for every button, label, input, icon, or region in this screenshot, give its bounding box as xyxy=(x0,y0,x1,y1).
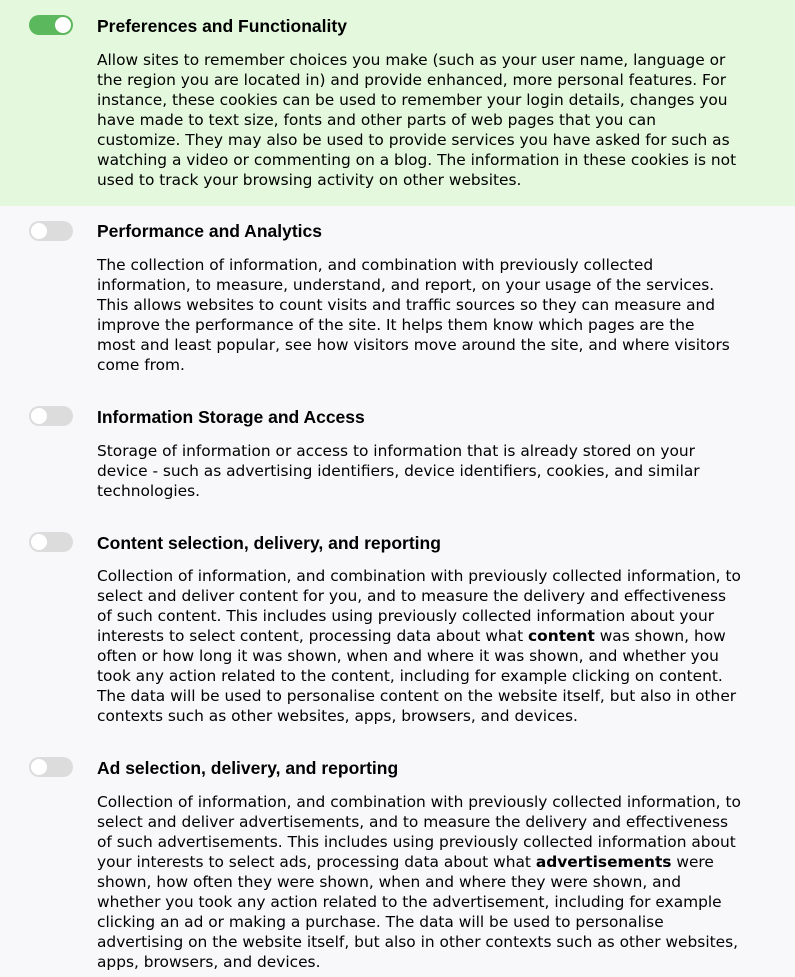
description-line: come from. xyxy=(97,356,185,374)
consent-section-ads xyxy=(0,744,795,977)
description-line xyxy=(97,852,771,872)
toggle-knob xyxy=(31,534,47,550)
description-line: the region you are located in) and provide enhanced, more personal features. For xyxy=(97,71,727,89)
storage-toggle[interactable] xyxy=(29,406,73,426)
description-line: shown, how often they were shown, when and where they were shown, and xyxy=(97,873,682,891)
description-line: Collection of information, and combination with previously collected information, to xyxy=(97,793,741,811)
description-line: Collection of information, and combination with previously collected information, to xyxy=(97,567,741,585)
section-title: Content selection, delivery, and reporting xyxy=(97,533,441,553)
section-description xyxy=(97,441,771,501)
description-line: often or how long it was shown, when and where it was shown, and whether you xyxy=(97,647,719,665)
description-line: of such advertisements. This includes using previously collected information about xyxy=(97,833,736,851)
section-title: Information Storage and Access xyxy=(97,407,365,427)
section-description xyxy=(97,255,771,375)
toggle-knob xyxy=(31,759,47,775)
description-line: contexts such as other websites, apps, browsers, and devices. xyxy=(97,707,578,725)
section-description xyxy=(97,566,771,726)
description-line: whether you took any action related to the advertisement, including for example xyxy=(97,893,722,911)
description-text: interests to select content, processing data about what xyxy=(97,627,524,645)
description-line: used to track your browsing activity on other websites. xyxy=(97,171,522,189)
description-line: This allows websites to count visits and traffic sources so they can measure and xyxy=(97,296,716,314)
description-line: most and least popular, see how visitors move around the site, and where visitors xyxy=(97,336,730,354)
description-line: instance, these cookies can be used to remember your login details, changes you xyxy=(97,91,728,109)
description-line: The collection of information, and combination with previously collected xyxy=(97,256,654,274)
description-text: was shown, how xyxy=(594,627,726,645)
toggle-knob xyxy=(55,17,71,33)
description-line: have made to text size, fonts and other parts of web pages that you can xyxy=(97,111,656,129)
description-line: apps, browsers, and devices. xyxy=(97,953,321,971)
content-toggle[interactable] xyxy=(29,532,73,552)
description-line: customize. They may also be used to provide services you have asked for such as xyxy=(97,131,730,149)
description-line: information, to measure, understand, and report, on your usage of the services. xyxy=(97,276,715,294)
consent-section-preferences xyxy=(0,0,795,206)
emphasis-advertisements: advertisements xyxy=(535,853,672,871)
description-line: device - such as advertising identifiers, device identifiers, cookies, and similar xyxy=(97,462,700,480)
emphasis-content: content xyxy=(528,627,595,645)
section-title: Performance and Analytics xyxy=(97,221,322,241)
description-line: watching a video or commenting on a blog. The information in these cookies is not xyxy=(97,151,737,169)
performance-toggle[interactable] xyxy=(29,221,73,241)
consent-section-storage xyxy=(0,392,795,518)
section-description xyxy=(97,50,771,190)
preferences-toggle[interactable] xyxy=(29,15,73,35)
description-line: advertising on the website itself, but also in other contexts such as other websites, xyxy=(97,933,739,951)
description-line: select and deliver content for you, and to measure the delivery and effectiveness xyxy=(97,587,727,605)
section-title: Ad selection, delivery, and reporting xyxy=(97,758,399,778)
description-line: Allow sites to remember choices you make (such as your user name, language or xyxy=(97,51,726,69)
section-title: Preferences and Functionality xyxy=(97,16,347,36)
ads-toggle[interactable] xyxy=(29,757,73,777)
description-line: took any action related to the content, including for example clicking on content. xyxy=(97,667,723,685)
description-text: your interests to select ads, processing data about what xyxy=(97,853,531,871)
description-line: of such content. This includes using previously collected information about your xyxy=(97,607,715,625)
consent-section-performance xyxy=(0,206,795,392)
section-description xyxy=(97,792,771,972)
description-line: improve the performance of the site. It helps them know which pages are the xyxy=(97,316,695,334)
description-line: select and deliver advertisements, and to measure the delivery and effectiveness xyxy=(97,813,729,831)
description-line xyxy=(97,626,771,646)
toggle-knob xyxy=(31,408,47,424)
description-line: The data will be used to personalise content on the website itself, but also in other xyxy=(97,687,737,705)
description-line: technologies. xyxy=(97,482,201,500)
toggle-knob xyxy=(31,223,47,239)
description-line: Storage of information or access to information that is already stored on your xyxy=(97,442,695,460)
description-line: clicking an ad or making a purchase. The data will be used to personalise xyxy=(97,913,664,931)
description-text: were xyxy=(671,853,714,871)
consent-section-content xyxy=(0,518,795,744)
